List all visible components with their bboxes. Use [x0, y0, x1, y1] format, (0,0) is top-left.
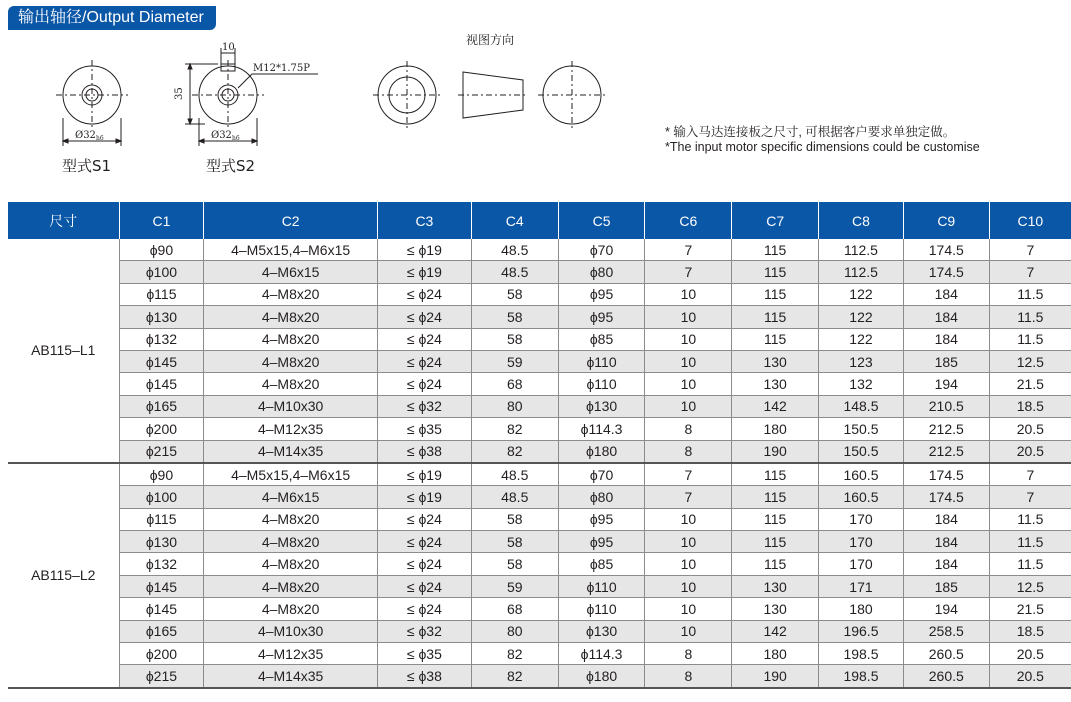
cell-c10: 7 — [989, 239, 1071, 261]
cell-c3: ≤ ϕ24 — [377, 508, 471, 530]
table-body — [8, 239, 1071, 688]
table-row — [8, 665, 1071, 688]
cell-c6: 10 — [645, 306, 732, 328]
s2-height-label: 35 — [174, 87, 185, 100]
cell-c4: 59 — [471, 575, 558, 597]
cell-c8: 170 — [819, 553, 904, 575]
cell-c6: 8 — [645, 665, 732, 688]
cell-c9: 210.5 — [903, 395, 989, 417]
note-line-cn: * 输入马达连接板之尺寸, 可根据客户要求单独定做。 — [665, 125, 956, 139]
cell-c8: 198.5 — [819, 665, 904, 688]
cell-c8: 170 — [819, 531, 904, 553]
cell-c4: 48.5 — [471, 261, 558, 283]
cell-c2: 4–M8x20 — [204, 328, 378, 350]
cell-c1: ϕ115 — [119, 283, 204, 305]
cell-c9: 184 — [903, 553, 989, 575]
cell-c2: 4–M8x20 — [204, 306, 378, 328]
cell-c4: 58 — [471, 283, 558, 305]
cell-c10: 12.5 — [989, 575, 1071, 597]
cell-c6: 10 — [645, 350, 732, 372]
cell-c1: ϕ90 — [119, 463, 204, 486]
cell-c3: ≤ ϕ24 — [377, 531, 471, 553]
cell-c9: 185 — [903, 350, 989, 372]
cell-c6: 10 — [645, 575, 732, 597]
cell-c3: ≤ ϕ24 — [377, 598, 471, 620]
cell-c6: 8 — [645, 643, 732, 665]
cell-c3: ≤ ϕ24 — [377, 328, 471, 350]
cell-c5: ϕ85 — [558, 553, 645, 575]
view-rear-drawing — [538, 61, 606, 129]
cell-c6: 10 — [645, 620, 732, 642]
cell-c2: 4–M8x20 — [204, 350, 378, 372]
cell-c6: 10 — [645, 553, 732, 575]
cell-c10: 20.5 — [989, 440, 1071, 463]
cell-c10: 20.5 — [989, 665, 1071, 688]
table-row — [8, 620, 1071, 642]
cell-c8: 122 — [819, 328, 904, 350]
cell-c8: 198.5 — [819, 643, 904, 665]
customization-note — [665, 125, 980, 155]
cell-c1: ϕ200 — [119, 418, 204, 440]
cell-c2: 4–M5x15,4–M6x15 — [204, 463, 378, 486]
cell-c7: 180 — [732, 418, 819, 440]
model-group-label: AB115–L2 — [8, 463, 119, 688]
cell-c8: 150.5 — [819, 418, 904, 440]
cell-c7: 180 — [732, 643, 819, 665]
cell-c2: 4–M8x20 — [204, 598, 378, 620]
cell-c9: 260.5 — [903, 665, 989, 688]
cell-c4: 58 — [471, 508, 558, 530]
s2-thread-label: M12*1.75P — [253, 63, 310, 74]
cell-c1: ϕ165 — [119, 395, 204, 417]
cell-c5: ϕ180 — [558, 440, 645, 463]
s2-key-width-label: 10 — [222, 42, 235, 53]
caption-s2: 型式S2 — [206, 157, 256, 175]
cell-c8: 112.5 — [819, 239, 904, 261]
cell-c7: 115 — [732, 239, 819, 261]
table-row — [8, 553, 1071, 575]
cell-c10: 21.5 — [989, 373, 1071, 395]
cell-c9: 258.5 — [903, 620, 989, 642]
cell-c9: 260.5 — [903, 643, 989, 665]
cell-c2: 4–M10x30 — [204, 620, 378, 642]
cell-c3: ≤ ϕ38 — [377, 440, 471, 463]
cell-c2: 4–M8x20 — [204, 373, 378, 395]
note-line-en: *The input motor specific dimensions could be customise — [665, 140, 980, 154]
table-row — [8, 643, 1071, 665]
cell-c8: 122 — [819, 283, 904, 305]
cell-c10: 20.5 — [989, 418, 1071, 440]
cell-c1: ϕ145 — [119, 575, 204, 597]
cell-c10: 11.5 — [989, 328, 1071, 350]
header-c6: C6 — [645, 202, 732, 239]
header-c8: C8 — [819, 202, 904, 239]
model-group-label: AB115–L1 — [8, 239, 119, 463]
cell-c3: ≤ ϕ24 — [377, 283, 471, 305]
cell-c2: 4–M10x30 — [204, 395, 378, 417]
cell-c1: ϕ145 — [119, 350, 204, 372]
table-row — [8, 418, 1071, 440]
cell-c7: 130 — [732, 575, 819, 597]
cell-c7: 142 — [732, 620, 819, 642]
table-row — [8, 350, 1071, 372]
cell-c5: ϕ70 — [558, 239, 645, 261]
cell-c6: 10 — [645, 328, 732, 350]
table-row — [8, 239, 1071, 261]
cell-c9: 194 — [903, 373, 989, 395]
cell-c2: 4–M8x20 — [204, 508, 378, 530]
table-row — [8, 328, 1071, 350]
table-row — [8, 508, 1071, 530]
cell-c6: 7 — [645, 463, 732, 486]
cell-c5: ϕ114.3 — [558, 643, 645, 665]
cell-c5: ϕ110 — [558, 598, 645, 620]
cell-c3: ≤ ϕ19 — [377, 463, 471, 486]
cell-c1: ϕ115 — [119, 508, 204, 530]
cell-c5: ϕ180 — [558, 665, 645, 688]
cell-c3: ≤ ϕ24 — [377, 575, 471, 597]
cell-c2: 4–M8x20 — [204, 283, 378, 305]
cell-c4: 48.5 — [471, 486, 558, 508]
cell-c5: ϕ80 — [558, 261, 645, 283]
cell-c1: ϕ130 — [119, 531, 204, 553]
cell-c4: 58 — [471, 306, 558, 328]
cell-c4: 82 — [471, 643, 558, 665]
cell-c5: ϕ95 — [558, 283, 645, 305]
cell-c8: 122 — [819, 306, 904, 328]
cell-c6: 7 — [645, 261, 732, 283]
cell-c7: 130 — [732, 598, 819, 620]
cell-c8: 160.5 — [819, 486, 904, 508]
cell-c1: ϕ130 — [119, 306, 204, 328]
cell-c5: ϕ110 — [558, 373, 645, 395]
header-c1: C1 — [119, 202, 204, 239]
table-row — [8, 486, 1071, 508]
cell-c5: ϕ114.3 — [558, 418, 645, 440]
s2-diameter-label: Ø32 — [211, 130, 232, 141]
cell-c6: 10 — [645, 283, 732, 305]
cell-c5: ϕ130 — [558, 620, 645, 642]
header-c7: C7 — [732, 202, 819, 239]
s1-diameter-label: Ø32 — [75, 130, 96, 141]
view-side-drawing — [458, 72, 528, 118]
cell-c3: ≤ ϕ24 — [377, 350, 471, 372]
cell-c10: 7 — [989, 463, 1071, 486]
cell-c10: 12.5 — [989, 350, 1071, 372]
cell-c10: 11.5 — [989, 508, 1071, 530]
cell-c8: 160.5 — [819, 463, 904, 486]
header-c2: C2 — [204, 202, 378, 239]
cell-c5: ϕ95 — [558, 306, 645, 328]
cell-c1: ϕ100 — [119, 261, 204, 283]
header-size: 尺寸 — [8, 202, 119, 239]
cell-c5: ϕ85 — [558, 328, 645, 350]
table-row — [8, 575, 1071, 597]
cell-c7: 115 — [732, 553, 819, 575]
cell-c9: 185 — [903, 575, 989, 597]
cell-c8: 132 — [819, 373, 904, 395]
cell-c10: 7 — [989, 261, 1071, 283]
cell-c9: 184 — [903, 328, 989, 350]
cell-c1: ϕ132 — [119, 328, 204, 350]
cell-c4: 58 — [471, 531, 558, 553]
cell-c1: ϕ100 — [119, 486, 204, 508]
cell-c9: 174.5 — [903, 463, 989, 486]
cell-c5: ϕ70 — [558, 463, 645, 486]
cell-c9: 174.5 — [903, 486, 989, 508]
s2-tolerance-label: h6 — [232, 135, 240, 142]
cell-c7: 115 — [732, 328, 819, 350]
cell-c7: 115 — [732, 261, 819, 283]
table-row — [8, 283, 1071, 305]
cell-c10: 20.5 — [989, 643, 1071, 665]
cell-c7: 190 — [732, 440, 819, 463]
cell-c4: 58 — [471, 553, 558, 575]
cell-c6: 8 — [645, 440, 732, 463]
cell-c5: ϕ110 — [558, 575, 645, 597]
cell-c1: ϕ132 — [119, 553, 204, 575]
cell-c4: 48.5 — [471, 239, 558, 261]
cell-c7: 142 — [732, 395, 819, 417]
cell-c7: 190 — [732, 665, 819, 688]
dimension-table — [8, 202, 1071, 689]
cell-c1: ϕ215 — [119, 665, 204, 688]
cell-c9: 184 — [903, 306, 989, 328]
cell-c6: 7 — [645, 239, 732, 261]
header-c3: C3 — [377, 202, 471, 239]
cell-c8: 123 — [819, 350, 904, 372]
cell-c2: 4–M8x20 — [204, 553, 378, 575]
cell-c9: 184 — [903, 283, 989, 305]
cell-c7: 115 — [732, 283, 819, 305]
cell-c4: 82 — [471, 665, 558, 688]
cell-c2: 4–M14x35 — [204, 440, 378, 463]
cell-c9: 184 — [903, 531, 989, 553]
cell-c3: ≤ ϕ24 — [377, 306, 471, 328]
cell-c1: ϕ200 — [119, 643, 204, 665]
cell-c2: 4–M12x35 — [204, 643, 378, 665]
section-title: 输出轴径/Output Diameter — [8, 6, 216, 30]
cell-c7: 115 — [732, 306, 819, 328]
table-row — [8, 463, 1071, 486]
cell-c1: ϕ145 — [119, 373, 204, 395]
table-row — [8, 395, 1071, 417]
cell-c4: 68 — [471, 598, 558, 620]
cell-c4: 80 — [471, 395, 558, 417]
table-row — [8, 306, 1071, 328]
cell-c3: ≤ ϕ19 — [377, 261, 471, 283]
cell-c4: 58 — [471, 328, 558, 350]
cell-c6: 10 — [645, 373, 732, 395]
cell-c8: 196.5 — [819, 620, 904, 642]
cell-c3: ≤ ϕ35 — [377, 643, 471, 665]
cell-c7: 115 — [732, 486, 819, 508]
cell-c1: ϕ165 — [119, 620, 204, 642]
s1-tolerance-label: h6 — [96, 135, 104, 142]
cell-c2: 4–M12x35 — [204, 418, 378, 440]
cell-c5: ϕ110 — [558, 350, 645, 372]
table-row — [8, 261, 1071, 283]
cell-c6: 10 — [645, 598, 732, 620]
cell-c3: ≤ ϕ19 — [377, 239, 471, 261]
cell-c2: 4–M6x15 — [204, 261, 378, 283]
cell-c7: 130 — [732, 350, 819, 372]
cell-c7: 115 — [732, 463, 819, 486]
cell-c3: ≤ ϕ24 — [377, 553, 471, 575]
cell-c7: 130 — [732, 373, 819, 395]
table-row — [8, 440, 1071, 463]
cell-c4: 48.5 — [471, 463, 558, 486]
cell-c10: 21.5 — [989, 598, 1071, 620]
cell-c3: ≤ ϕ19 — [377, 486, 471, 508]
cell-c9: 174.5 — [903, 239, 989, 261]
header-c9: C9 — [903, 202, 989, 239]
cell-c8: 170 — [819, 508, 904, 530]
header-c5: C5 — [558, 202, 645, 239]
cell-c2: 4–M8x20 — [204, 575, 378, 597]
cell-c9: 184 — [903, 508, 989, 530]
table-row — [8, 598, 1071, 620]
cell-c2: 4–M6x15 — [204, 486, 378, 508]
cell-c9: 194 — [903, 598, 989, 620]
cell-c5: ϕ95 — [558, 508, 645, 530]
cell-c10: 18.5 — [989, 395, 1071, 417]
cell-c5: ϕ130 — [558, 395, 645, 417]
cell-c6: 10 — [645, 531, 732, 553]
cell-c10: 11.5 — [989, 306, 1071, 328]
cell-c4: 68 — [471, 373, 558, 395]
cell-c4: 59 — [471, 350, 558, 372]
cell-c2: 4–M5x15,4–M6x15 — [204, 239, 378, 261]
cell-c1: ϕ215 — [119, 440, 204, 463]
cell-c10: 18.5 — [989, 620, 1071, 642]
cell-c8: 112.5 — [819, 261, 904, 283]
cell-c6: 10 — [645, 508, 732, 530]
cell-c4: 82 — [471, 440, 558, 463]
table-row — [8, 373, 1071, 395]
cell-c4: 80 — [471, 620, 558, 642]
cell-c5: ϕ80 — [558, 486, 645, 508]
caption-s1: 型式S1 — [62, 157, 112, 175]
cell-c2: 4–M14x35 — [204, 665, 378, 688]
header-c4: C4 — [471, 202, 558, 239]
cell-c4: 82 — [471, 418, 558, 440]
cell-c8: 171 — [819, 575, 904, 597]
cell-c8: 148.5 — [819, 395, 904, 417]
cell-c10: 7 — [989, 486, 1071, 508]
cell-c3: ≤ ϕ32 — [377, 395, 471, 417]
cell-c6: 8 — [645, 418, 732, 440]
cell-c10: 11.5 — [989, 531, 1071, 553]
cell-c9: 212.5 — [903, 418, 989, 440]
cell-c10: 11.5 — [989, 553, 1071, 575]
table-row — [8, 531, 1071, 553]
cell-c7: 115 — [732, 508, 819, 530]
cell-c3: ≤ ϕ24 — [377, 373, 471, 395]
cell-c9: 212.5 — [903, 440, 989, 463]
cell-c3: ≤ ϕ35 — [377, 418, 471, 440]
cell-c6: 7 — [645, 486, 732, 508]
cell-c6: 10 — [645, 395, 732, 417]
cell-c1: ϕ145 — [119, 598, 204, 620]
table-header-row — [8, 202, 1071, 239]
view-front-drawing — [373, 61, 441, 129]
cell-c3: ≤ ϕ32 — [377, 620, 471, 642]
cell-c10: 11.5 — [989, 283, 1071, 305]
cell-c8: 180 — [819, 598, 904, 620]
cell-c8: 150.5 — [819, 440, 904, 463]
technical-drawing — [0, 0, 640, 160]
cell-c3: ≤ ϕ38 — [377, 665, 471, 688]
cell-c7: 115 — [732, 531, 819, 553]
header-c10: C10 — [989, 202, 1071, 239]
view-direction-label: 视图方向 — [466, 33, 515, 47]
cell-c1: ϕ90 — [119, 239, 204, 261]
cell-c2: 4–M8x20 — [204, 531, 378, 553]
cell-c5: ϕ95 — [558, 531, 645, 553]
cell-c9: 174.5 — [903, 261, 989, 283]
